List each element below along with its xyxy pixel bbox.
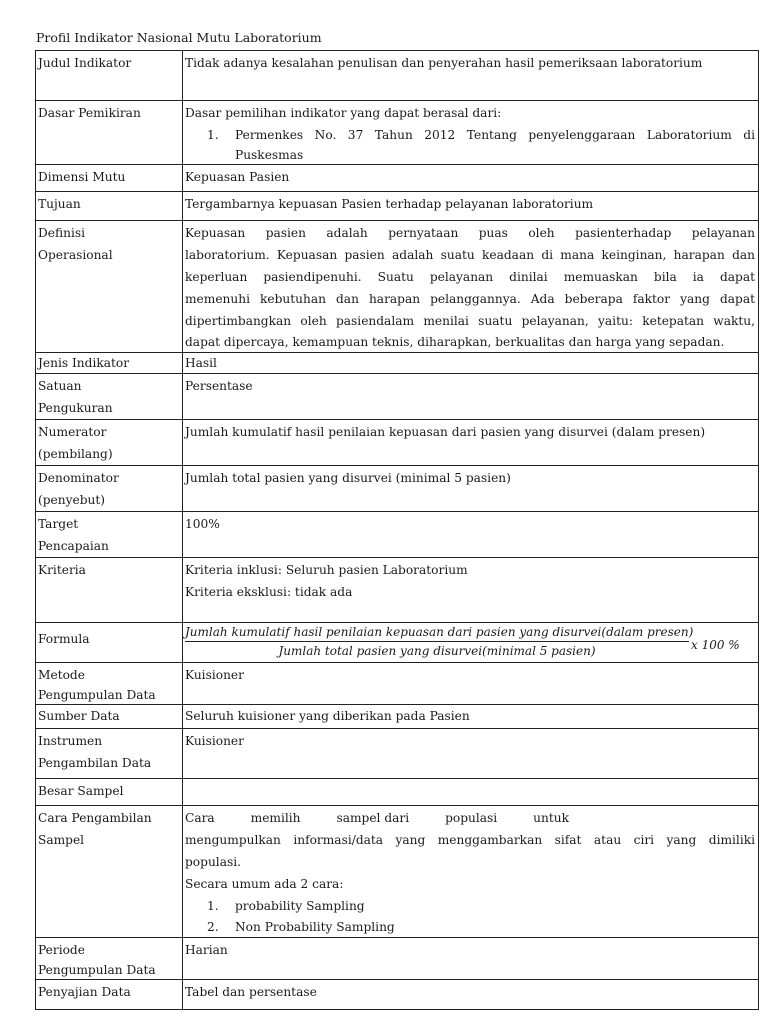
label-line-1: Definisi — [38, 226, 86, 240]
cara-word: populasi — [445, 811, 498, 825]
label-kriteria: Kriteria — [36, 558, 183, 623]
definisi-line-4: memenuhi kebutuhan dan harapan pelanggannya. Ada beberapa faktor yang dapat — [185, 292, 755, 306]
cara-word: memilih — [250, 811, 301, 825]
row-jenis-indikator — [36, 353, 759, 374]
value-besar-sampel — [183, 779, 759, 806]
cara-word — [605, 807, 755, 829]
cara-line-3: populasi. — [185, 855, 241, 869]
label-line-1: Target — [38, 517, 79, 531]
row-periode-pengumpulan — [36, 938, 759, 980]
label-line-2: (pembilang) — [38, 447, 113, 461]
label-line-2: Pencapaian — [38, 539, 109, 553]
formula-fraction — [185, 624, 694, 659]
value-cara-pengambilan-sampel — [183, 806, 759, 938]
dasar-item-line-2: Puskesmas — [235, 148, 304, 162]
value-tujuan: Tergambarnya kepuasan Pasien terhadap pelayanan laboratorium — [183, 192, 759, 221]
label-line-2: (penyebut) — [38, 493, 106, 507]
cara-word: Cara — [185, 811, 215, 825]
label-formula: Formula — [36, 623, 183, 663]
cara-word: sampel dari — [336, 811, 410, 825]
row-besar-sampel — [36, 779, 759, 806]
label-line-1: Satuan — [38, 379, 82, 393]
row-numerator — [36, 420, 759, 466]
value-target-pencapaian: 100% — [183, 512, 759, 558]
list-number: 2. — [207, 920, 219, 934]
row-penyajian-data — [36, 980, 759, 1010]
label-line-1: Instrumen — [38, 734, 103, 748]
formula-denominator: Jumlah total pasien yang disurvei(minimal 5 pasien) — [278, 644, 596, 658]
label-denominator — [36, 466, 183, 512]
label-target-pencapaian — [36, 512, 183, 558]
value-periode-pengumpulan: Harian — [183, 938, 759, 980]
row-dasar-pemikiran — [36, 101, 759, 165]
definisi-line-6: dapat dipercaya, kemampuan teknis, diharapkan, berkualitas dan harga yang sepadan. — [185, 335, 725, 349]
label-line-2: Pengumpulan Data — [38, 963, 156, 977]
row-sumber-data — [36, 705, 759, 729]
label-dasar-pemikiran: Dasar Pemikiran — [36, 101, 183, 165]
value-denominator: Jumlah total pasien yang disurvei (minimal 5 pasien) — [183, 466, 759, 512]
cara-line-2: mengumpulkan informasi/data yang menggambarkan sifat atau ciri yang dimiliki — [185, 833, 755, 847]
row-dimensi-mutu — [36, 165, 759, 192]
row-definisi-operasional — [36, 221, 759, 353]
label-line-1: Cara Pengambilan — [38, 811, 152, 825]
label-instrumen-pengambilan — [36, 729, 183, 779]
value-dasar-pemikiran — [183, 101, 759, 165]
label-periode-pengumpulan — [36, 938, 183, 980]
row-target-pencapaian — [36, 512, 759, 558]
row-kriteria — [36, 558, 759, 623]
value-instrumen-pengambilan: Kuisioner — [183, 729, 759, 779]
value-formula — [183, 623, 759, 663]
row-formula — [36, 623, 759, 663]
label-definisi-operasional — [36, 221, 183, 353]
label-line-2: Sampel — [38, 833, 85, 847]
row-judul-indikator — [36, 51, 759, 101]
label-line-1: Denominator — [38, 471, 119, 485]
value-penyajian-data: Tabel dan persentase — [183, 980, 759, 1010]
value-kriteria — [183, 558, 759, 623]
indicator-profile-table — [35, 50, 759, 1010]
row-satuan-pengukuran — [36, 374, 759, 420]
kriteria-eksklusi: Kriteria eksklusi: tidak ada — [185, 585, 353, 599]
row-instrumen-pengambilan — [36, 729, 759, 779]
label-line-1: Periode — [38, 943, 85, 957]
cara-list-item-2 — [185, 917, 755, 937]
row-cara-pengambilan-sampel — [36, 806, 759, 938]
dasar-item-text — [235, 124, 755, 164]
list-number: 1. — [207, 128, 219, 142]
cara-list-item-1 — [185, 895, 755, 917]
label-metode-pengumpulan — [36, 663, 183, 705]
cara-line-1 — [185, 807, 755, 829]
row-denominator — [36, 466, 759, 512]
value-sumber-data: Seluruh kuisioner yang diberikan pada Pasien — [183, 705, 759, 729]
label-penyajian-data: Penyajian Data — [36, 980, 183, 1010]
cara-line-4: Secara umum ada 2 cara: — [185, 877, 344, 891]
row-metode-pengumpulan — [36, 663, 759, 705]
list-item-text: Non Probability Sampling — [235, 920, 395, 934]
label-line-2: Operasional — [38, 248, 113, 262]
value-judul-indikator: Tidak adanya kesalahan penulisan dan penyerahan hasil pemeriksaan laboratorium — [183, 51, 759, 101]
document-title: Profil Indikator Nasional Mutu Laboratorium — [36, 30, 322, 45]
label-line-1: Metode — [38, 668, 85, 682]
label-tujuan: Tujuan — [36, 192, 183, 221]
formula-numerator: Jumlah kumulatif hasil penilaian kepuasan dari pasien yang disurvei(dalam presen) — [185, 624, 689, 642]
label-sumber-data: Sumber Data — [36, 705, 183, 729]
value-satuan-pengukuran: Persentase — [183, 374, 759, 420]
value-jenis-indikator: Hasil — [183, 353, 759, 374]
definisi-line-3: keperluan pasiendipenuhi. Suatu pelayanan dinilai memuaskan bila ia dapat — [185, 270, 755, 284]
row-tujuan — [36, 192, 759, 221]
value-metode-pengumpulan: Kuisioner — [183, 663, 759, 705]
dasar-item-line-1: Permenkes No. 37 Tahun 2012 Tentang penyelenggaraan Laboratorium di — [235, 128, 755, 142]
label-line-2: Pengukuran — [38, 401, 113, 415]
formula-multiplier: x 100 % — [691, 638, 740, 652]
list-item-text: probability Sampling — [235, 899, 365, 913]
label-cara-pengambilan-sampel — [36, 806, 183, 938]
label-line-1: Numerator — [38, 425, 107, 439]
definisi-line-1: Kepuasan pasien adalah pernyataan puas oleh pasienterhadap pelayanan — [185, 226, 755, 240]
label-line-2: Pengambilan Data — [38, 756, 152, 770]
kriteria-inklusi: Kriteria inklusi: Seluruh pasien Laboratorium — [185, 563, 468, 577]
label-dimensi-mutu: Dimensi Mutu — [36, 165, 183, 192]
label-besar-sampel: Besar Sampel — [36, 779, 183, 806]
formula-expression — [185, 624, 755, 662]
label-jenis-indikator: Jenis Indikator — [36, 353, 183, 374]
value-numerator: Jumlah kumulatif hasil penilaian kepuasan dari pasien yang disurvei (dalam presen) — [183, 420, 759, 466]
dasar-list-item-1 — [185, 124, 755, 164]
definisi-line-2: laboratorium. Kepuasan pasien adalah suatu keadaan di mana keinginan, harapan dan — [185, 248, 755, 262]
value-dimensi-mutu: Kepuasan Pasien — [183, 165, 759, 192]
value-definisi-operasional — [183, 221, 759, 353]
dasar-intro: Dasar pemilihan indikator yang dapat berasal dari: — [185, 106, 502, 120]
label-line-2: Pengumpulan Data — [38, 688, 156, 702]
list-number: 1. — [207, 899, 219, 913]
label-satuan-pengukuran — [36, 374, 183, 420]
label-judul-indikator: Judul Indikator — [36, 51, 183, 101]
cara-word: untuk — [533, 811, 569, 825]
definisi-line-5: dipertimbangkan oleh pasiendalam menilai suatu pelayanan, yaitu: ketepatan waktu, — [185, 314, 755, 328]
label-numerator — [36, 420, 183, 466]
